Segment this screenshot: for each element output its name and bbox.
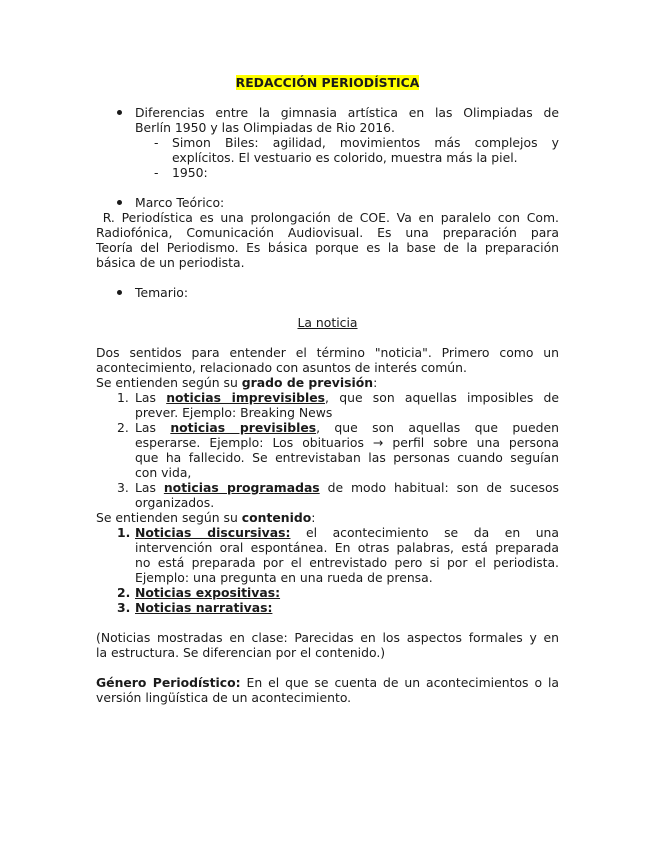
list-item: 1. Las noticias imprevisibles, que son aquellas imposibles de prever. Ejemplo: Breaking News [117, 390, 560, 420]
prevision-line: Se entienden según su grado de previsión: [96, 375, 378, 390]
list-item: - Simon Biles: agilidad, movimientos más complejos y explícitos. El vestuario es colorido, muestra más la piel. [154, 135, 559, 165]
note-paragraph: (Noticias mostradas en clase: Parecidas en los aspectos formales y en la estructura. Se diferencian por el contenido.) [96, 630, 559, 660]
list-item: 3. Las noticias programadas de modo habitual: son de sucesos organizados. [117, 480, 559, 510]
bullet-list-marco [96, 195, 559, 210]
page-title: REDACCIÓN PERIODÍSTICA [235, 75, 420, 90]
contenido-list [96, 525, 559, 615]
marco-paragraph: R. Periodística es una prolongación de COE. Va en paralelo con Com. Radiofónica, Comunicación Audiovisual. Es una preparación para Teoría del Periodismo. Es básica porque es la base de la preparación básica de un periodista. [96, 210, 559, 270]
list-item: 2. Las noticias previsibles, que son aquellas que pueden esperarse. Ejemplo: Los obituarios → perfil sobre una persona que ha fallecido. Se entrevistaban las personas cuando seguían con vida, [117, 420, 559, 480]
list-item: 3. Noticias narrativas: [117, 600, 273, 615]
section-heading: La noticia [297, 315, 358, 330]
contenido-line: Se entienden según su contenido: [96, 510, 316, 525]
bullet-list-temario [96, 285, 559, 300]
intro-paragraph: Dos sentidos para entender el término "noticia". Primero como un acontecimiento, relacionado con asuntos de interés común. [96, 345, 559, 375]
document-body [96, 75, 559, 705]
list-item: - 1950: [154, 165, 208, 180]
genero-paragraph: Género Periodístico: En el que se cuenta de un acontecimientos o la versión lingüística de un acontecimiento. [96, 675, 559, 705]
list-item: 2. Noticias expositivas: [117, 585, 281, 600]
prevision-list [96, 390, 559, 510]
sub-list [96, 135, 559, 180]
list-item: Diferencias entre la gimnasia artística en las Olimpiadas de Berlín 1950 y las Olimpiadas de Rio 2016. - Simon Biles: agilidad, movimientos más complejos y explícitos. El vestuario es colorido, muestra más la piel. - 1950: [96, 105, 559, 180]
list-item: Temario: [96, 285, 559, 300]
bullet-list-olimpiadas [96, 105, 559, 180]
list-item: Marco Teórico: [96, 195, 559, 210]
list-item: 1. Noticias discursivas: el acontecimiento se da en una intervención oral espontánea. En otras palabras, está preparada no está preparada por el entrevistado pero si por el periodista. Ejemplo: una pregunta en una rueda de prensa. [117, 525, 560, 585]
